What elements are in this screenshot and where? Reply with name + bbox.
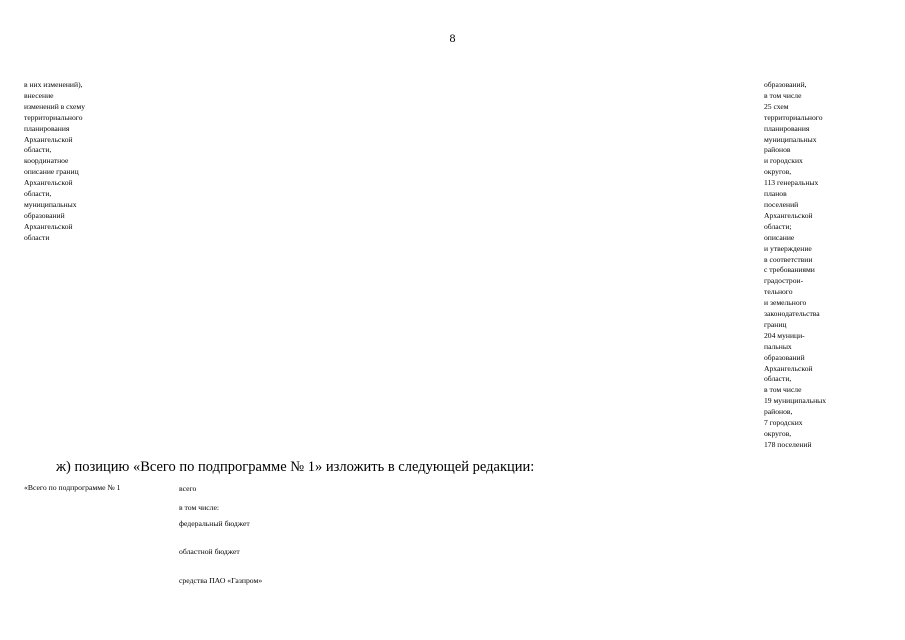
table-row-label: федеральный бюджет [179,519,250,528]
table-row-label: в том числе: [179,503,220,512]
left-column-text: в них изменений), внесение изменений в схему территориального планирования Архангельской области, координатное описание границ Архангельской области, муниципальных образований Архангельской области [24,80,85,242]
right-column-text: образований, в том числе 25 схем территориального планирования муниципальных районов и городских округов, 113 генеральных планов поселений Архангельской области; описание и утверждение в соответствии с требованиями градострои- тельного и земельного законодательства границ 204 муници- пальных образований Архангельской области, в том числе 19 муниципальных районов, 7 городских округов, 178 поселений [764,80,827,449]
table-row-label: областной бюджет [179,547,240,556]
page-number: 8 [449,31,456,45]
table-row-label: всего [179,484,197,493]
instruction-text: ж) позицию «Всего по подпрограмме № 1» изложить в следующей редакции: [56,459,535,475]
table-title: «Всего по подпрограмме № 1 [24,483,121,492]
table-row-label: средства ПАО «Газпром» [179,576,263,585]
